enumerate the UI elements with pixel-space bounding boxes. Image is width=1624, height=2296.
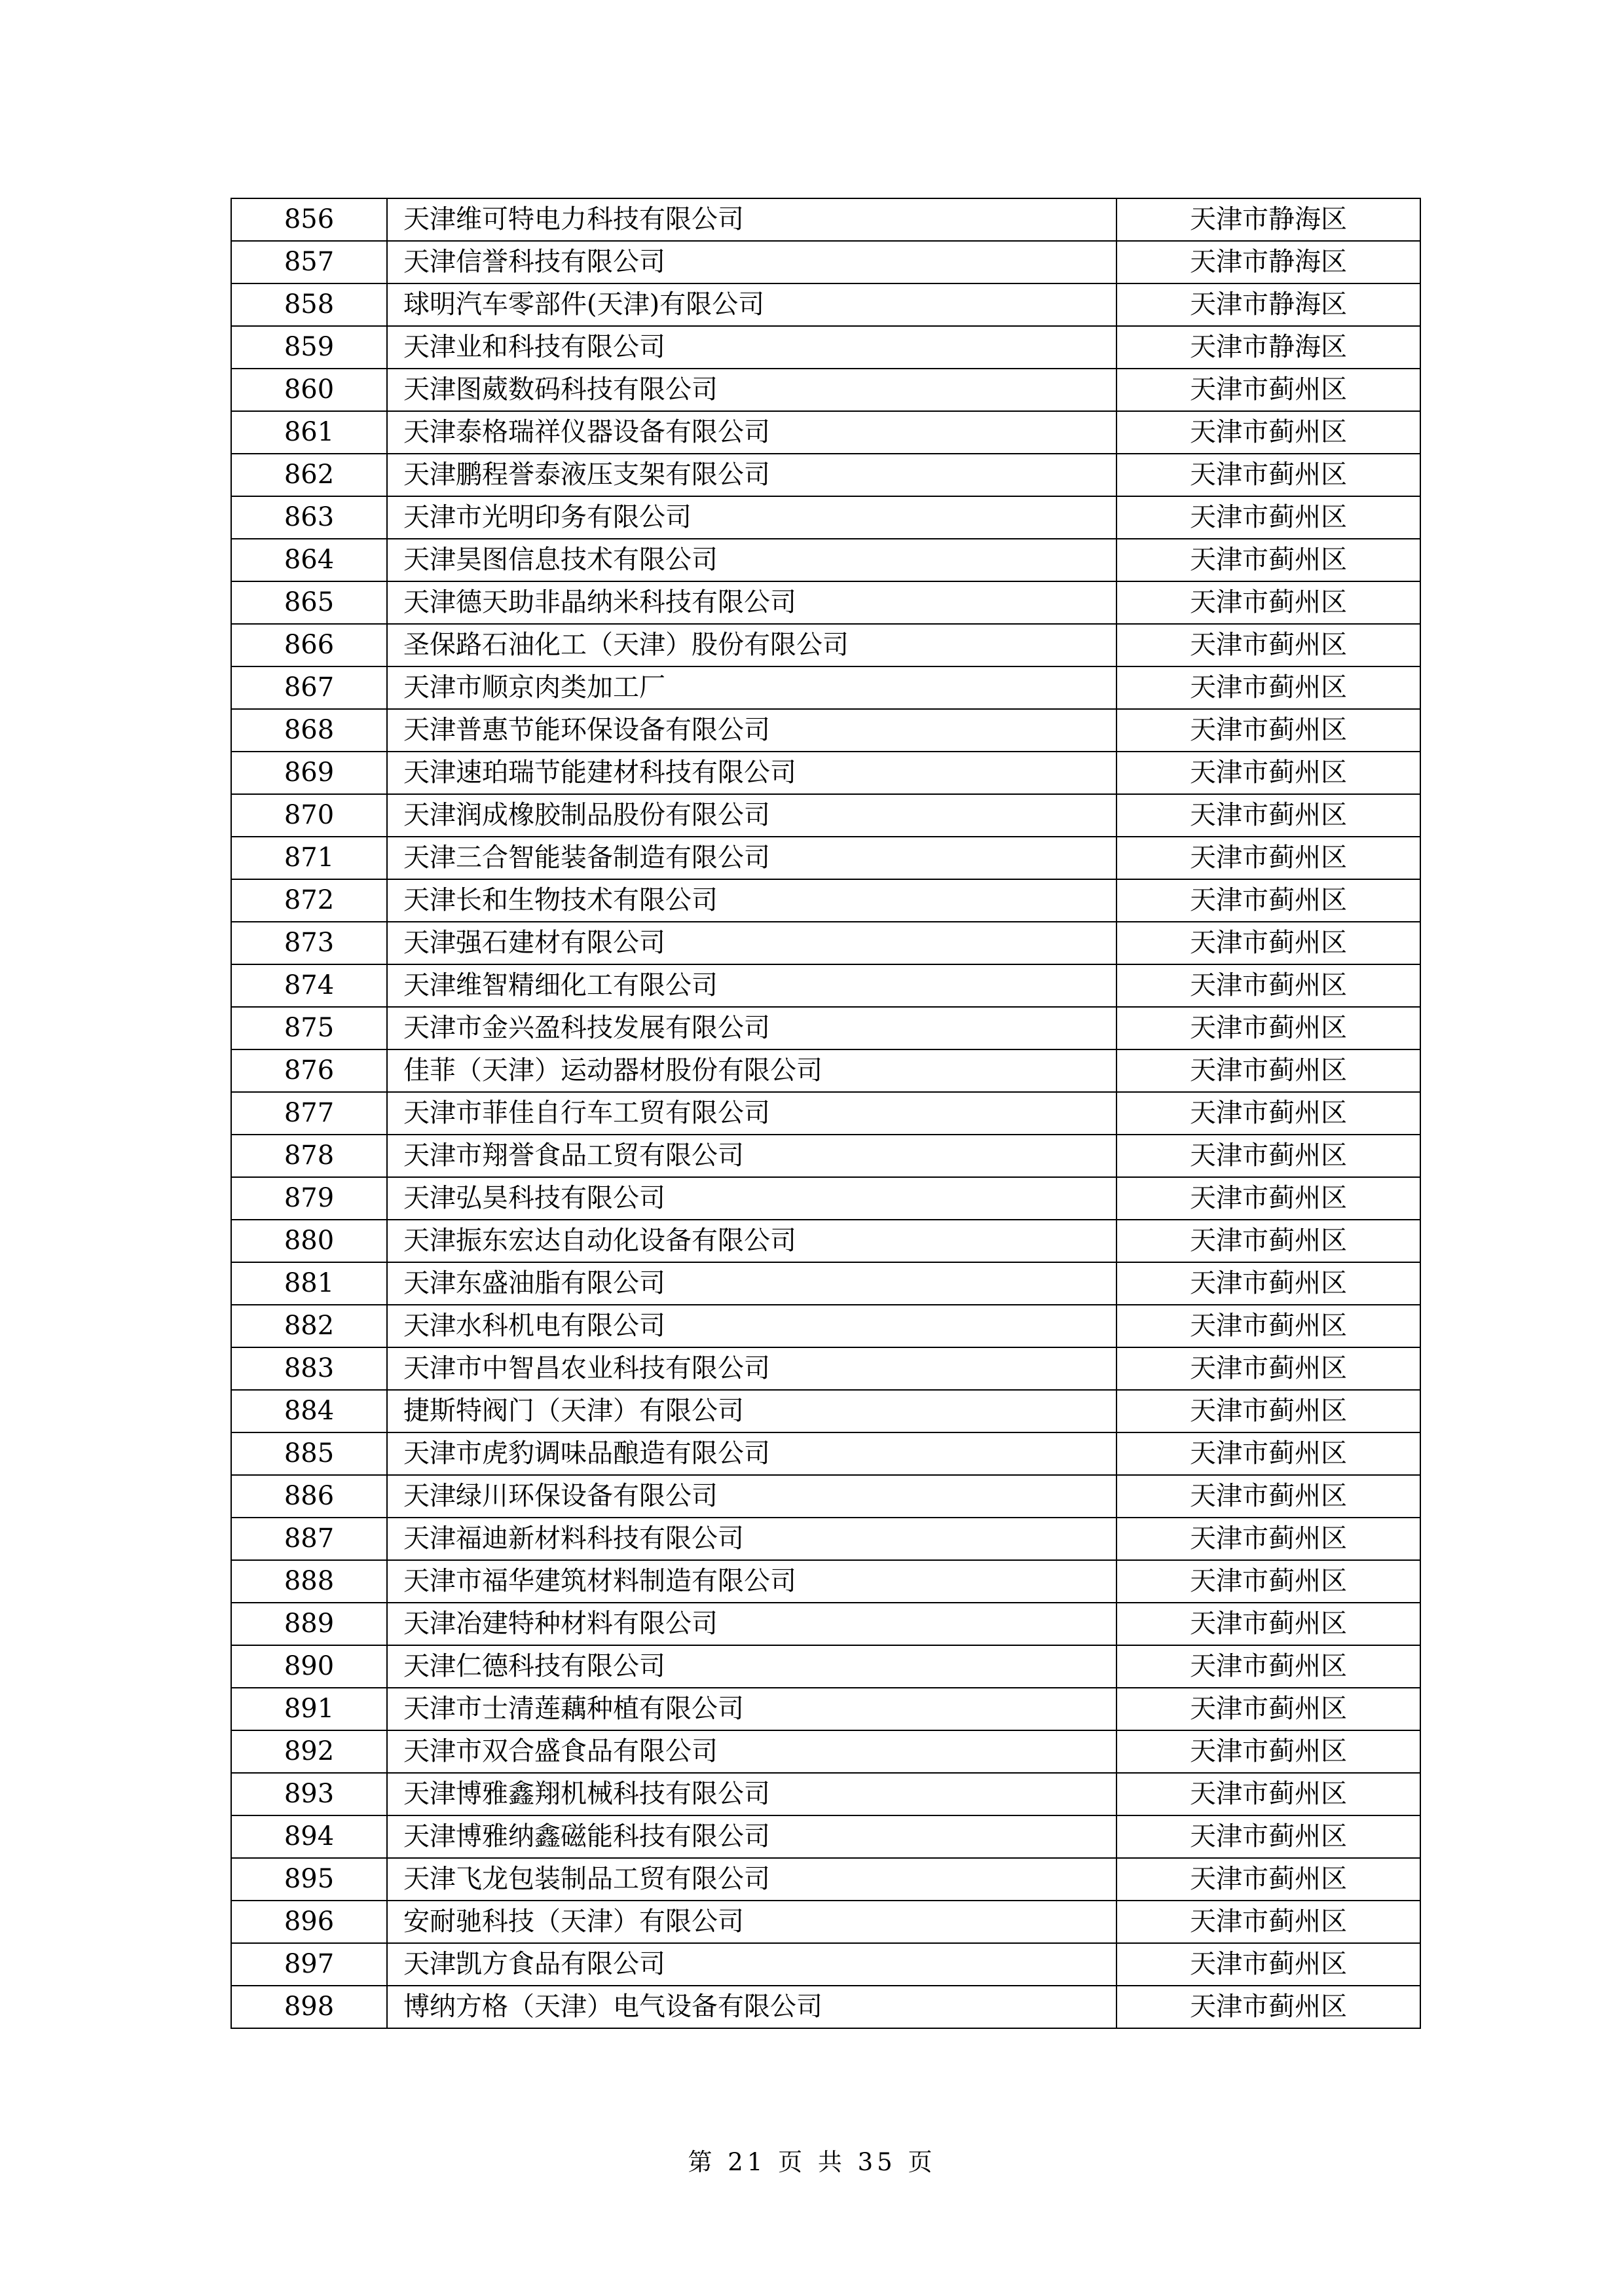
company-name: 博纳方格（天津）电气设备有限公司 [387, 1986, 1116, 2028]
company-name: 天津鹏程誉泰液压支架有限公司 [387, 454, 1116, 496]
table-row [231, 1645, 1420, 1688]
row-number: 882 [231, 1305, 387, 1347]
row-number: 881 [231, 1262, 387, 1305]
row-number: 892 [231, 1730, 387, 1773]
table-row [231, 1730, 1420, 1773]
row-number: 875 [231, 1007, 387, 1049]
table-row [231, 1220, 1420, 1262]
district: 天津市蓟州区 [1116, 1986, 1420, 2028]
row-number: 856 [231, 198, 387, 241]
district: 天津市蓟州区 [1116, 794, 1420, 837]
company-name: 天津仁德科技有限公司 [387, 1645, 1116, 1688]
company-name: 天津昊图信息技术有限公司 [387, 539, 1116, 581]
table-row [231, 752, 1420, 794]
table-row [231, 1432, 1420, 1475]
company-list-table [231, 198, 1421, 2029]
table-row [231, 369, 1420, 411]
row-number: 858 [231, 283, 387, 326]
district: 天津市蓟州区 [1116, 369, 1420, 411]
company-name: 天津福迪新材料科技有限公司 [387, 1518, 1116, 1560]
company-name: 天津冶建特种材料有限公司 [387, 1603, 1116, 1645]
row-number: 862 [231, 454, 387, 496]
table-row [231, 1901, 1420, 1943]
company-name: 天津振东宏达自动化设备有限公司 [387, 1220, 1116, 1262]
company-name: 天津长和生物技术有限公司 [387, 879, 1116, 922]
table-row [231, 1858, 1420, 1901]
row-number: 869 [231, 752, 387, 794]
company-name: 天津飞龙包装制品工贸有限公司 [387, 1858, 1116, 1901]
table-row [231, 1135, 1420, 1177]
district: 天津市蓟州区 [1116, 581, 1420, 624]
row-number: 857 [231, 241, 387, 283]
row-number: 874 [231, 964, 387, 1007]
row-number: 879 [231, 1177, 387, 1220]
company-name: 天津泰格瑞祥仪器设备有限公司 [387, 411, 1116, 454]
district: 天津市蓟州区 [1116, 837, 1420, 879]
district: 天津市蓟州区 [1116, 496, 1420, 539]
district: 天津市蓟州区 [1116, 666, 1420, 709]
table-row [231, 283, 1420, 326]
table-row [231, 454, 1420, 496]
company-name: 天津市双合盛食品有限公司 [387, 1730, 1116, 1773]
row-number: 865 [231, 581, 387, 624]
table-row [231, 1773, 1420, 1815]
row-number: 860 [231, 369, 387, 411]
district: 天津市蓟州区 [1116, 1475, 1420, 1518]
row-number: 886 [231, 1475, 387, 1518]
table-row [231, 1943, 1420, 1986]
row-number: 866 [231, 624, 387, 666]
district: 天津市蓟州区 [1116, 624, 1420, 666]
district: 天津市蓟州区 [1116, 1390, 1420, 1432]
district: 天津市蓟州区 [1116, 1560, 1420, 1603]
district: 天津市蓟州区 [1116, 454, 1420, 496]
district: 天津市蓟州区 [1116, 1858, 1420, 1901]
table-row [231, 496, 1420, 539]
company-name: 佳菲（天津）运动器材股份有限公司 [387, 1049, 1116, 1092]
company-name: 天津三合智能装备制造有限公司 [387, 837, 1116, 879]
table-row [231, 624, 1420, 666]
table-row [231, 1007, 1420, 1049]
row-number: 887 [231, 1518, 387, 1560]
row-number: 878 [231, 1135, 387, 1177]
company-name: 圣保路石油化工（天津）股份有限公司 [387, 624, 1116, 666]
table-row [231, 1092, 1420, 1135]
table-row [231, 581, 1420, 624]
company-name: 天津弘昊科技有限公司 [387, 1177, 1116, 1220]
table-row [231, 1986, 1420, 2028]
row-number: 864 [231, 539, 387, 581]
company-name: 球明汽车零部件(天津)有限公司 [387, 283, 1116, 326]
district: 天津市蓟州区 [1116, 1901, 1420, 1943]
district: 天津市蓟州区 [1116, 1773, 1420, 1815]
company-name: 天津博雅鑫翔机械科技有限公司 [387, 1773, 1116, 1815]
company-name: 天津信誉科技有限公司 [387, 241, 1116, 283]
row-number: 893 [231, 1773, 387, 1815]
district: 天津市蓟州区 [1116, 1220, 1420, 1262]
row-number: 871 [231, 837, 387, 879]
company-name: 天津强石建材有限公司 [387, 922, 1116, 964]
company-name: 天津水科机电有限公司 [387, 1305, 1116, 1347]
company-name: 天津东盛油脂有限公司 [387, 1262, 1116, 1305]
company-name: 天津维可特电力科技有限公司 [387, 198, 1116, 241]
table-row [231, 1815, 1420, 1858]
table-row [231, 964, 1420, 1007]
company-name: 天津市翔誉食品工贸有限公司 [387, 1135, 1116, 1177]
table-row [231, 837, 1420, 879]
company-name: 天津市菲佳自行车工贸有限公司 [387, 1092, 1116, 1135]
row-number: 888 [231, 1560, 387, 1603]
district: 天津市蓟州区 [1116, 1815, 1420, 1858]
district: 天津市蓟州区 [1116, 1135, 1420, 1177]
row-number: 896 [231, 1901, 387, 1943]
row-number: 868 [231, 709, 387, 752]
district: 天津市静海区 [1116, 326, 1420, 369]
table-row [231, 1390, 1420, 1432]
table-row [231, 922, 1420, 964]
district: 天津市蓟州区 [1116, 1518, 1420, 1560]
table-row [231, 1177, 1420, 1220]
company-name: 天津市顺京肉类加工厂 [387, 666, 1116, 709]
row-number: 877 [231, 1092, 387, 1135]
district: 天津市蓟州区 [1116, 1603, 1420, 1645]
district: 天津市蓟州区 [1116, 922, 1420, 964]
district: 天津市静海区 [1116, 283, 1420, 326]
table-row [231, 879, 1420, 922]
row-number: 895 [231, 1858, 387, 1901]
table-row [231, 1305, 1420, 1347]
table-body [231, 198, 1420, 2028]
page-footer: 第 21 页 共 35 页 [688, 2148, 936, 2176]
company-name: 天津普惠节能环保设备有限公司 [387, 709, 1116, 752]
table-row [231, 241, 1420, 283]
table-row [231, 1347, 1420, 1390]
district: 天津市蓟州区 [1116, 752, 1420, 794]
district: 天津市蓟州区 [1116, 1177, 1420, 1220]
table-row [231, 794, 1420, 837]
table-row [231, 539, 1420, 581]
district: 天津市蓟州区 [1116, 1262, 1420, 1305]
district: 天津市蓟州区 [1116, 709, 1420, 752]
district: 天津市蓟州区 [1116, 1347, 1420, 1390]
row-number: 884 [231, 1390, 387, 1432]
row-number: 890 [231, 1645, 387, 1688]
table-row [231, 666, 1420, 709]
district: 天津市蓟州区 [1116, 1730, 1420, 1773]
district: 天津市蓟州区 [1116, 1305, 1420, 1347]
table-row [231, 1560, 1420, 1603]
table-row [231, 326, 1420, 369]
company-name: 天津市福华建筑材料制造有限公司 [387, 1560, 1116, 1603]
district: 天津市蓟州区 [1116, 1645, 1420, 1688]
district: 天津市蓟州区 [1116, 964, 1420, 1007]
company-name: 安耐驰科技（天津）有限公司 [387, 1901, 1116, 1943]
company-name: 天津凯方食品有限公司 [387, 1943, 1116, 1986]
district: 天津市静海区 [1116, 198, 1420, 241]
company-name: 天津润成橡胶制品股份有限公司 [387, 794, 1116, 837]
district: 天津市蓟州区 [1116, 1092, 1420, 1135]
row-number: 891 [231, 1688, 387, 1730]
table-row [231, 709, 1420, 752]
company-name: 天津德天助非晶纳米科技有限公司 [387, 581, 1116, 624]
row-number: 863 [231, 496, 387, 539]
company-name: 天津维智精细化工有限公司 [387, 964, 1116, 1007]
district: 天津市蓟州区 [1116, 1943, 1420, 1986]
company-name: 天津博雅纳鑫磁能科技有限公司 [387, 1815, 1116, 1858]
table-row [231, 1688, 1420, 1730]
district: 天津市静海区 [1116, 241, 1420, 283]
row-number: 870 [231, 794, 387, 837]
company-name: 天津速珀瑞节能建材科技有限公司 [387, 752, 1116, 794]
table-row [231, 1049, 1420, 1092]
row-number: 885 [231, 1432, 387, 1475]
row-number: 889 [231, 1603, 387, 1645]
company-name: 天津市士清莲藕种植有限公司 [387, 1688, 1116, 1730]
company-name: 天津绿川环保设备有限公司 [387, 1475, 1116, 1518]
district: 天津市蓟州区 [1116, 411, 1420, 454]
row-number: 873 [231, 922, 387, 964]
row-number: 880 [231, 1220, 387, 1262]
company-name: 天津业和科技有限公司 [387, 326, 1116, 369]
table-row [231, 1518, 1420, 1560]
district: 天津市蓟州区 [1116, 879, 1420, 922]
table-row [231, 1262, 1420, 1305]
row-number: 859 [231, 326, 387, 369]
table-row [231, 411, 1420, 454]
company-name: 天津图葳数码科技有限公司 [387, 369, 1116, 411]
table-row [231, 1475, 1420, 1518]
row-number: 861 [231, 411, 387, 454]
row-number: 898 [231, 1986, 387, 2028]
district: 天津市蓟州区 [1116, 539, 1420, 581]
row-number: 876 [231, 1049, 387, 1092]
row-number: 883 [231, 1347, 387, 1390]
row-number: 867 [231, 666, 387, 709]
district: 天津市蓟州区 [1116, 1432, 1420, 1475]
company-name: 捷斯特阀门（天津）有限公司 [387, 1390, 1116, 1432]
district: 天津市蓟州区 [1116, 1049, 1420, 1092]
company-name: 天津市光明印务有限公司 [387, 496, 1116, 539]
row-number: 872 [231, 879, 387, 922]
company-name: 天津市中智昌农业科技有限公司 [387, 1347, 1116, 1390]
row-number: 894 [231, 1815, 387, 1858]
row-number: 897 [231, 1943, 387, 1986]
company-name: 天津市金兴盈科技发展有限公司 [387, 1007, 1116, 1049]
table-row [231, 198, 1420, 241]
company-name: 天津市虎豹调味品酿造有限公司 [387, 1432, 1116, 1475]
table-row [231, 1603, 1420, 1645]
district: 天津市蓟州区 [1116, 1007, 1420, 1049]
district: 天津市蓟州区 [1116, 1688, 1420, 1730]
